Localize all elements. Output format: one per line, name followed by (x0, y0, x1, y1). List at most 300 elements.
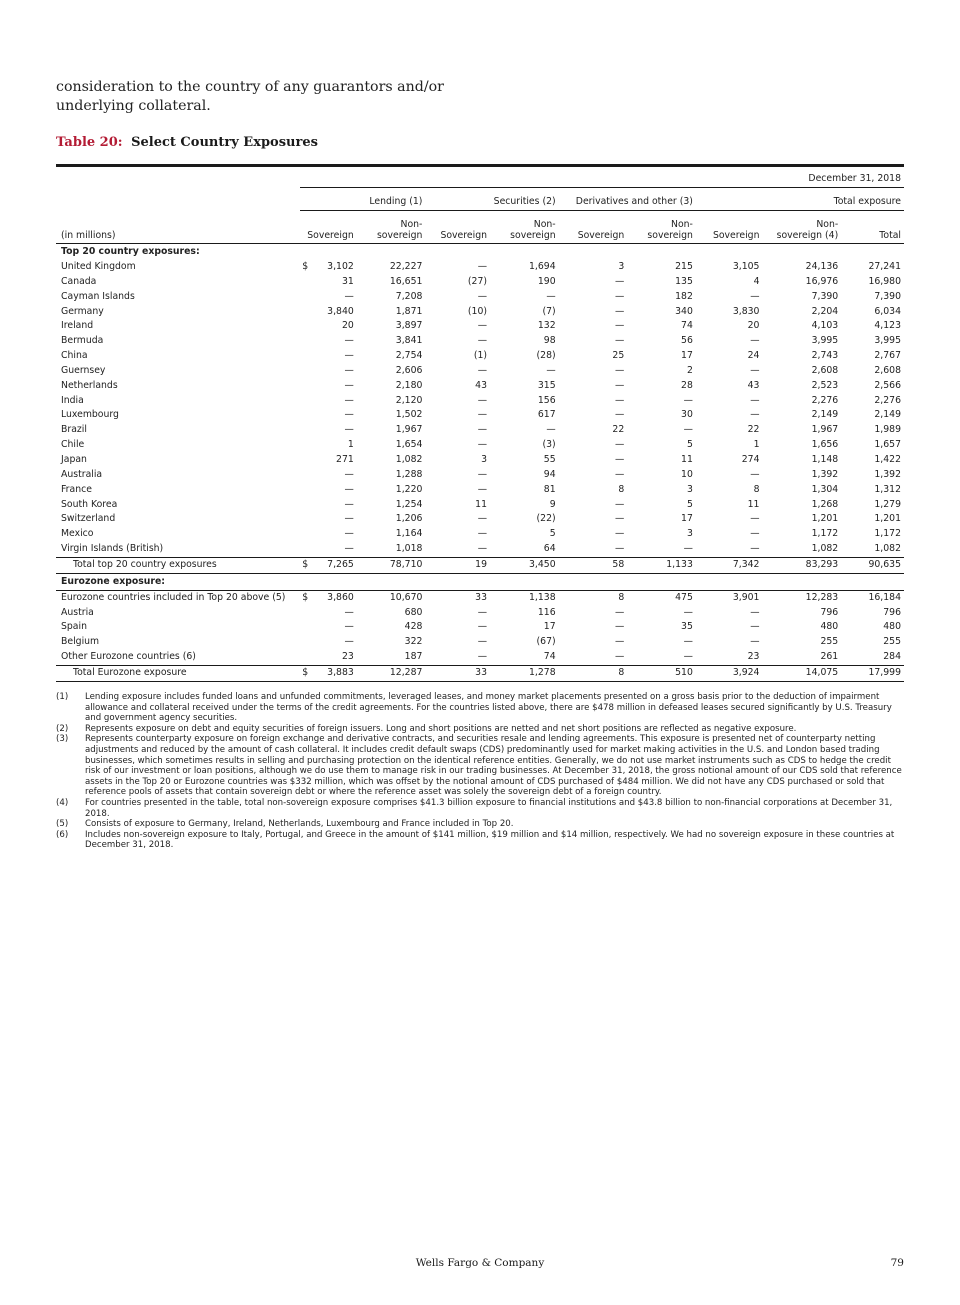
cell: 22,227 (389, 261, 423, 272)
row-label: Other Eurozone countries (6) (61, 651, 196, 663)
cell: 2,767 (874, 350, 901, 362)
cell: 796 (820, 606, 839, 618)
cell: 8 (559, 665, 628, 681)
cell: — (683, 606, 693, 618)
cell: — (344, 290, 354, 302)
cell: 215 (675, 261, 693, 272)
table-row (56, 512, 904, 527)
cell: — (344, 409, 354, 421)
cell: 1,278 (490, 665, 559, 681)
footnote-mark: (5) (56, 819, 69, 830)
cell: 1,172 (874, 528, 901, 540)
cell: 3 (481, 453, 487, 465)
cell: 3 (618, 261, 625, 272)
total-row (56, 557, 904, 573)
table-row (56, 606, 904, 621)
table-row (56, 349, 904, 364)
cell: — (477, 424, 487, 436)
cell: — (546, 290, 556, 302)
cell: 35 (681, 621, 693, 633)
cell: 1,279 (874, 498, 901, 510)
cell: — (614, 275, 625, 287)
cell: 1,871 (395, 305, 423, 317)
cell: 132 (537, 320, 556, 332)
cell: 3,901 (732, 591, 760, 603)
cell: — (477, 364, 487, 376)
cell: 2,606 (395, 364, 423, 376)
page-number: 79 (890, 1257, 904, 1269)
row-label: Netherlands (61, 379, 118, 391)
cell: — (614, 364, 625, 376)
cell: — (614, 543, 625, 555)
date-header-row (56, 167, 904, 188)
row-label: Bermuda (61, 335, 104, 347)
cell: (10) (467, 305, 487, 317)
cell: 187 (404, 651, 423, 663)
row-label: Guernsey (61, 364, 106, 376)
cell: — (344, 528, 354, 540)
cell: 24,136 (805, 261, 839, 272)
row-label: Germany (61, 305, 104, 317)
cell: 1,172 (811, 528, 839, 540)
cell: — (477, 468, 487, 480)
cell: 1,082 (811, 543, 839, 555)
cell: 2,120 (395, 394, 423, 406)
cell: (67) (536, 636, 556, 648)
cell: 261 (820, 651, 839, 663)
cell: 16,980 (868, 275, 901, 287)
table-row (56, 275, 904, 290)
group-derivatives: Derivatives and other (3) (559, 188, 696, 211)
cell (300, 665, 357, 681)
table-row (56, 542, 904, 557)
group-header-row (56, 188, 904, 211)
row-label: South Korea (61, 498, 118, 510)
table-row (56, 319, 904, 334)
cell: 1,654 (395, 439, 423, 451)
intro-paragraph: consideration to the country of any guarantors and/or underlying collateral. (56, 79, 444, 114)
cell: 22 (612, 424, 625, 436)
cell: 11 (681, 453, 693, 465)
cell: — (683, 651, 693, 663)
cell: 3,995 (811, 335, 839, 347)
cell: 1,082 (395, 453, 423, 465)
section-title: Top 20 country exposures: (61, 246, 200, 258)
footnote-text: Represents counterparty exposure on foreign exchange and derivative contracts, and securities resale and lending agreements. This exposure is presented net of counterparty netting adjustments and reduced by the amount of cash collateral. It includes credit default swaps (CDS) predominantly used for market making activities in the U.S. and London based trading businesses, which sometimes results in selling and purchasing protection on the identical reference entities. Generally, we do not use market instruments such as CDS to hedge the credit risk of our investment or loan positions, although we do use them to manage risk in our trading businesses. At December 31, 2018, the gross notional amount of our CDS sold that reference assets in the Top 20 or Eurozone countries was $332 million, which was offset by the notional amount of CDS purchased of $484 million. We did not have any CDS purchased or sold that reference pools of assets that contain sovereign debt or where the reference asset was solely the sovereign debt of a foreign country. (85, 734, 902, 798)
cell: 274 (741, 453, 760, 465)
cell (300, 590, 357, 605)
row-label: India (61, 394, 84, 406)
cell: 9 (549, 498, 556, 510)
cell: 19 (425, 557, 490, 573)
cell: — (477, 335, 487, 347)
cell: — (614, 651, 625, 663)
cell: 255 (883, 636, 901, 648)
cell: — (614, 513, 625, 525)
cell: 58 (559, 557, 628, 573)
cell: 64 (543, 543, 556, 555)
cell: 190 (537, 275, 556, 287)
cell: — (750, 290, 760, 302)
cell: 1,254 (395, 498, 423, 510)
cell: 7,342 (696, 557, 763, 573)
cell: 4,103 (811, 320, 839, 332)
cell: 428 (404, 621, 423, 633)
table-row (56, 364, 904, 379)
cell: 5 (549, 528, 556, 540)
cell: — (614, 468, 625, 480)
column-header: Sovereign (300, 211, 357, 244)
cell: — (477, 394, 487, 406)
footnotes (56, 692, 904, 851)
column-header: Non- sovereign (357, 211, 426, 244)
cell: — (614, 379, 625, 391)
cell: — (477, 606, 487, 618)
cell: 510 (627, 665, 696, 681)
cell: 6,034 (874, 305, 901, 317)
cell: 94 (543, 468, 556, 480)
total-row (56, 665, 904, 681)
cell: — (477, 290, 487, 302)
table-row (56, 620, 904, 635)
cell: 1,288 (395, 468, 423, 480)
cell: 5 (686, 498, 693, 510)
cell: 16,184 (868, 591, 901, 603)
cell: 17 (543, 621, 556, 633)
dollar-sign: $ (302, 261, 309, 272)
footnote (56, 734, 904, 798)
table-row (56, 590, 904, 605)
cell: 8 (618, 591, 625, 603)
cell: — (614, 453, 625, 465)
footnote-mark: (1) (56, 692, 69, 702)
row-label: Spain (61, 621, 87, 633)
section-title: Eurozone exposure: (56, 573, 300, 590)
cell: 3,924 (696, 665, 763, 681)
table-row (56, 408, 904, 423)
cell: 55 (543, 453, 556, 465)
cell: 340 (675, 305, 693, 317)
cell-value: 7,265 (327, 558, 354, 570)
cell: — (750, 513, 760, 525)
cell-value: 3,883 (327, 666, 354, 678)
cell: 1,392 (811, 468, 839, 480)
cell: 1 (753, 439, 760, 451)
cell: 1,206 (395, 513, 423, 525)
cell: 617 (537, 409, 556, 421)
cell: 271 (336, 453, 354, 465)
cell: — (614, 636, 625, 648)
cell: — (477, 261, 487, 272)
cell: — (344, 335, 354, 347)
cell: 25 (612, 350, 625, 362)
row-label: Cayman Islands (61, 290, 135, 302)
cell: — (344, 621, 354, 633)
footnote-text: Lending exposure includes funded loans and unfunded commitments, leveraged leases, and money market placements presented on a gross basis prior to the deduction of impairment allowance and collateral received under the terms of the credit agreements. For the countries listed above, there are $478 million in defeased leases secured significantly by U.S. Treasury and government agency securities. (85, 692, 892, 724)
cell: 1,967 (395, 424, 423, 436)
cell: 90,635 (841, 557, 904, 573)
cell: 255 (820, 636, 839, 648)
table-title-text: Select Country Exposures (131, 135, 318, 150)
table-row (56, 527, 904, 542)
cell: 680 (404, 606, 423, 618)
cell: 3,105 (732, 261, 760, 272)
cell: 2,204 (811, 305, 839, 317)
row-label: Japan (61, 453, 87, 465)
cell: 16,976 (805, 275, 839, 287)
cell: — (477, 651, 487, 663)
cell: 20 (747, 320, 760, 332)
cell: 74 (681, 320, 693, 332)
cell: 1,392 (874, 468, 901, 480)
cell: — (477, 528, 487, 540)
cell: — (614, 335, 625, 347)
cell: 5 (686, 439, 693, 451)
cell: 22 (747, 424, 760, 436)
column-header: Non- sovereign (490, 211, 559, 244)
cell: — (344, 350, 354, 362)
cell: — (477, 513, 487, 525)
cell: 2,276 (811, 394, 839, 406)
cell: — (750, 543, 760, 555)
row-label: United Kingdom (61, 261, 136, 272)
row-label: Australia (61, 468, 103, 480)
cell: 28 (681, 379, 693, 391)
dollar-sign: $ (302, 558, 309, 570)
cell: 135 (675, 275, 693, 287)
cell: — (614, 409, 625, 421)
cell: 3,841 (395, 335, 423, 347)
row-label: Total Eurozone exposure (56, 665, 300, 681)
cell: 23 (747, 651, 760, 663)
cell: 1,989 (874, 424, 901, 436)
cell: 1,018 (395, 543, 423, 555)
cell: 3,995 (874, 335, 901, 347)
footer-company: Wells Fargo & Company (415, 1257, 545, 1269)
cell: 2,608 (874, 364, 901, 376)
cell: 10,670 (389, 591, 423, 603)
cell: 43 (475, 379, 487, 391)
cell: — (344, 513, 354, 525)
cell: 1 (347, 439, 354, 451)
cell: — (683, 636, 693, 648)
cell: — (614, 528, 625, 540)
row-label: Canada (61, 275, 97, 287)
column-header: Non- sovereign (627, 211, 696, 244)
cell: 31 (341, 275, 354, 287)
cell: (27) (467, 275, 487, 287)
cell: 2,523 (811, 379, 839, 391)
column-header: Sovereign (425, 211, 490, 244)
cell: 8 (753, 483, 760, 495)
cell: 475 (675, 591, 693, 603)
table-row (56, 260, 904, 275)
footnote (56, 798, 904, 819)
table-row (56, 438, 904, 453)
cell: — (614, 394, 625, 406)
row-label: Ireland (61, 320, 94, 332)
row-label: Switzerland (61, 513, 116, 525)
dollar-sign: $ (302, 591, 309, 603)
cell: 1,082 (874, 543, 901, 555)
cell: — (477, 621, 487, 633)
cell: — (750, 409, 760, 421)
cell: 24 (747, 350, 760, 362)
section-header-row (56, 573, 904, 590)
table-row (56, 379, 904, 394)
cell: — (344, 498, 354, 510)
cell: 1,220 (395, 483, 423, 495)
cell: 7,208 (395, 290, 423, 302)
cell: — (614, 290, 625, 302)
cell: 2,608 (811, 364, 839, 376)
cell: — (344, 468, 354, 480)
cell: 17,999 (841, 665, 904, 681)
cell: — (344, 364, 354, 376)
cell: — (546, 364, 556, 376)
cell: 2 (686, 364, 693, 376)
cell: — (683, 543, 693, 555)
footnote-text: Includes non-sovereign exposure to Italy, Portugal, and Greece in the amount of $141 million, $19 million and $14 million, respectively. We had no sovereign exposure in these countries at December 31, 2018. (85, 829, 895, 851)
row-label: China (61, 350, 88, 362)
table-row (56, 423, 904, 438)
row-label: Austria (61, 606, 94, 618)
footnote-mark: (6) (56, 829, 69, 840)
group-securities: Securities (2) (425, 188, 558, 211)
cell: — (750, 335, 760, 347)
cell: (3) (542, 439, 556, 451)
group-total: Total exposure (696, 188, 904, 211)
cell: (22) (536, 513, 556, 525)
cell: 3 (686, 528, 693, 540)
cell: 7,390 (874, 290, 901, 302)
cell: — (614, 621, 625, 633)
date-header: December 31, 2018 (300, 167, 904, 188)
cell (300, 260, 357, 275)
cell: 74 (543, 651, 556, 663)
cell: 4 (753, 275, 760, 287)
cell: (1) (473, 350, 487, 362)
cell: 2,566 (874, 379, 901, 391)
footnote-text: For countries presented in the table, total non-sovereign exposure comprises $41.3 billion exposure to financial institutions and $43.8 billion to non-financial corporations at December 31, 2018. (85, 797, 893, 819)
table-row (56, 290, 904, 305)
footnote-text: Represents exposure on debt and equity securities of foreign issuers. Long and short positions are netted and net short positions are reflected as negative exposure. (85, 723, 797, 734)
cell: 1,312 (874, 483, 901, 495)
cell: 3,450 (490, 557, 559, 573)
cell: 98 (543, 335, 556, 347)
cell: 1,268 (811, 498, 839, 510)
row-label: Brazil (61, 424, 87, 436)
cell: 12,283 (805, 591, 839, 603)
cell: 17 (681, 350, 693, 362)
cell: — (614, 320, 625, 332)
row-label: Belgium (61, 636, 100, 648)
footnote-text: Consists of exposure to Germany, Ireland, Netherlands, Luxembourg and France included in Top 20. (85, 819, 514, 830)
cell: — (344, 379, 354, 391)
cell: — (750, 468, 760, 480)
cell: 17 (681, 513, 693, 525)
cell: (7) (542, 305, 556, 317)
cell: — (344, 636, 354, 648)
cell: (28) (536, 350, 556, 362)
cell: 56 (681, 335, 693, 347)
table-row (56, 334, 904, 349)
cell: — (750, 364, 760, 376)
cell: 1,657 (874, 439, 901, 451)
cell: 12,287 (357, 665, 426, 681)
table-row (56, 394, 904, 409)
table-row (56, 468, 904, 483)
cell: 1,201 (811, 513, 839, 525)
cell: 83,293 (762, 557, 841, 573)
table-row (56, 498, 904, 513)
cell: — (477, 483, 487, 495)
table-row (56, 635, 904, 650)
table-label: Table 20: (56, 135, 123, 150)
row-label: Virgin Islands (British) (61, 543, 164, 555)
cell: 11 (747, 498, 760, 510)
footnote-mark: (2) (56, 723, 69, 734)
footnote (56, 830, 904, 851)
cell: — (344, 483, 354, 495)
row-label: Eurozone countries included in Top 20 above (5) (61, 591, 286, 603)
cell: 27,241 (868, 261, 901, 272)
cell: 156 (537, 394, 556, 406)
cell: 1,502 (395, 409, 423, 421)
cell: — (477, 636, 487, 648)
cell: — (614, 439, 625, 451)
cell: 2,743 (811, 350, 839, 362)
cell: 1,422 (874, 453, 901, 465)
cell: 20 (341, 320, 354, 332)
cell: 2,276 (874, 394, 901, 406)
cell: — (614, 498, 625, 510)
cell: 480 (820, 621, 839, 633)
cell: 14,075 (762, 665, 841, 681)
cell: — (344, 394, 354, 406)
footnote (56, 724, 904, 735)
cell: 30 (681, 409, 693, 421)
unit-label: (in millions) (56, 211, 300, 244)
cell-value: 3,860 (327, 591, 354, 603)
cell: — (750, 528, 760, 540)
cell: 1,133 (627, 557, 696, 573)
cell: 3,830 (732, 305, 760, 317)
cell: 3,840 (327, 305, 354, 317)
cell-value: 3,102 (327, 261, 354, 272)
cell: 81 (543, 483, 556, 495)
dollar-sign: $ (302, 666, 309, 678)
column-header: Non- sovereign (4) (762, 211, 841, 244)
cell: 1,967 (811, 424, 839, 436)
cell: 33 (425, 665, 490, 681)
cell: 4,123 (874, 320, 901, 332)
cell: — (750, 636, 760, 648)
cell: 1,694 (529, 261, 556, 272)
cell: 116 (537, 606, 556, 618)
column-header-row (56, 211, 904, 244)
cell: 284 (883, 651, 901, 663)
column-header: Sovereign (696, 211, 763, 244)
cell: 480 (883, 621, 901, 633)
cell: — (477, 439, 487, 451)
cell: 78,710 (357, 557, 426, 573)
cell: 8 (618, 483, 625, 495)
group-lending: Lending (1) (300, 188, 425, 211)
cell: 1,304 (811, 483, 839, 495)
table-row (56, 650, 904, 665)
cell: — (344, 543, 354, 555)
